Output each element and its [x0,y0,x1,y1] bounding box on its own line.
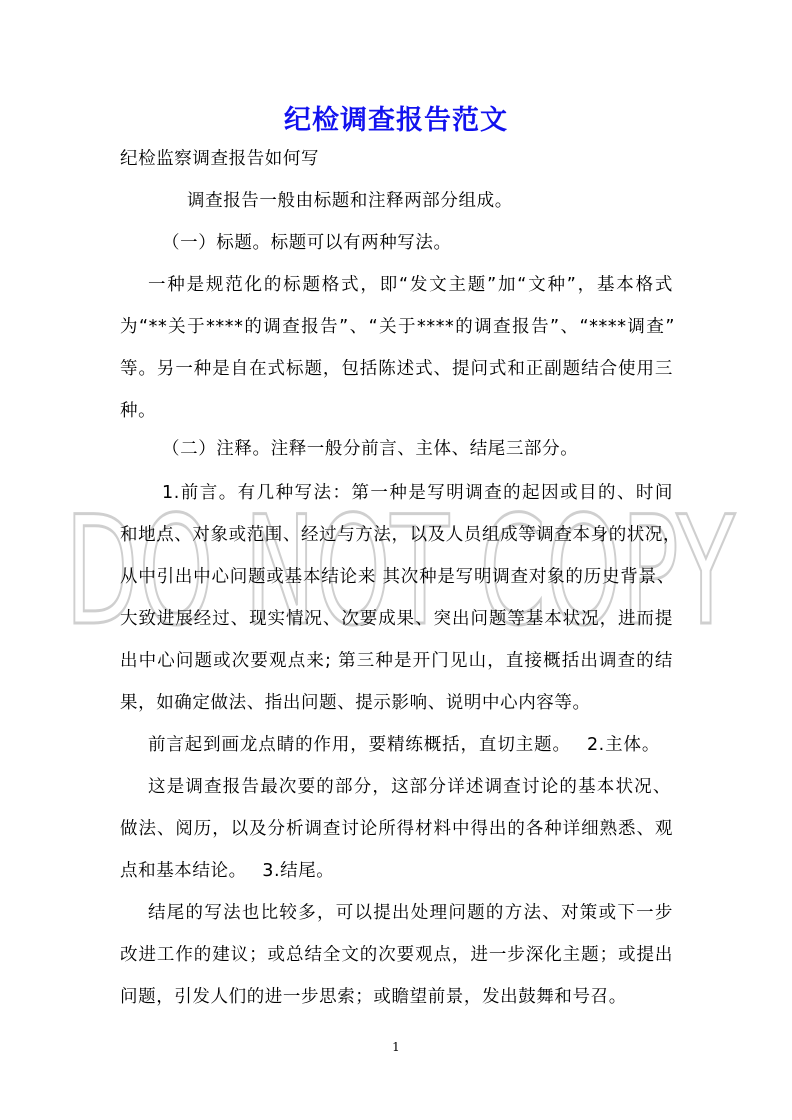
paragraph-line: 大致进展经过、现实情况、次要成果、突出问题等基本状况，进而提 [120,609,673,629]
paragraph-line: 出中心问题或次要观点来; 第三种是开门见山，直接概括出调查的结 [120,651,673,671]
page-number: 1 [392,1040,400,1054]
paragraph-line: 做法、阅历，以及分析调查讨论所得材料中得出的各种详细熟悉、观 [120,819,673,839]
paragraph-line: 1.前言。有几种写法：第一种是写明调查的起因或目的、时间 [162,483,673,503]
section-heading: （一）标题。标题可以有两种写法。 [162,233,452,253]
paragraph-line: 等。另一种是自在式标题，包括陈述式、提问式和正副题结合使用三 [120,359,673,379]
paragraph-line: 调查报告一般由标题和注释两部分组成。 [187,191,513,211]
paragraph-line: 这是调查报告最次要的部分，这部分详述调查讨论的基本状况、 [148,777,671,797]
paragraph-line: 结尾的写法也比较多，可以提出处理问题的方法、对策或下一步 [148,903,673,923]
paragraph-line: 改进工作的建议；或总结全文的次要观点，进一步深化主题；或提出 [120,945,673,965]
document-title: 纪检调查报告范文 [284,105,508,136]
paragraph-line: 问题，引发人们的进一步思索；或瞻望前景，发出鼓舞和号召。 [120,987,627,1007]
paragraph-line: 前言起到画龙点睛的作用，要精练概括，直切主题。 2.主体。 [148,735,660,755]
paragraph-line: 点和基本结论。 3.结尾。 [120,861,335,881]
paragraph-line: 从中引出中心问题或基本结论来 其次种是写明调查对象的历史背景、 [120,567,675,587]
paragraph-line: 果，如确定做法、指出问题、提示影响、说明中心内容等。 [120,693,591,713]
paragraph-line: 为“**关于****的调查报告”、“关于****的调查报告”、“****调查” [120,317,675,337]
watermark-text: DO NOT COPY [65,485,736,638]
subtitle-line: 纪检监察调查报告如何写 [120,149,320,169]
paragraph-line: 和地点、对象或范围、经过与方法，以及人员组成等调查本身的状况， [120,525,682,545]
paragraph-line: 一种是规范化的标题格式，即“发文主题”加“文种”，基本格式 [148,275,673,295]
section-heading: （二）注释。注释一般分前言、主体、结尾三部分。 [162,439,579,459]
paragraph-line: 种。 [120,401,157,421]
